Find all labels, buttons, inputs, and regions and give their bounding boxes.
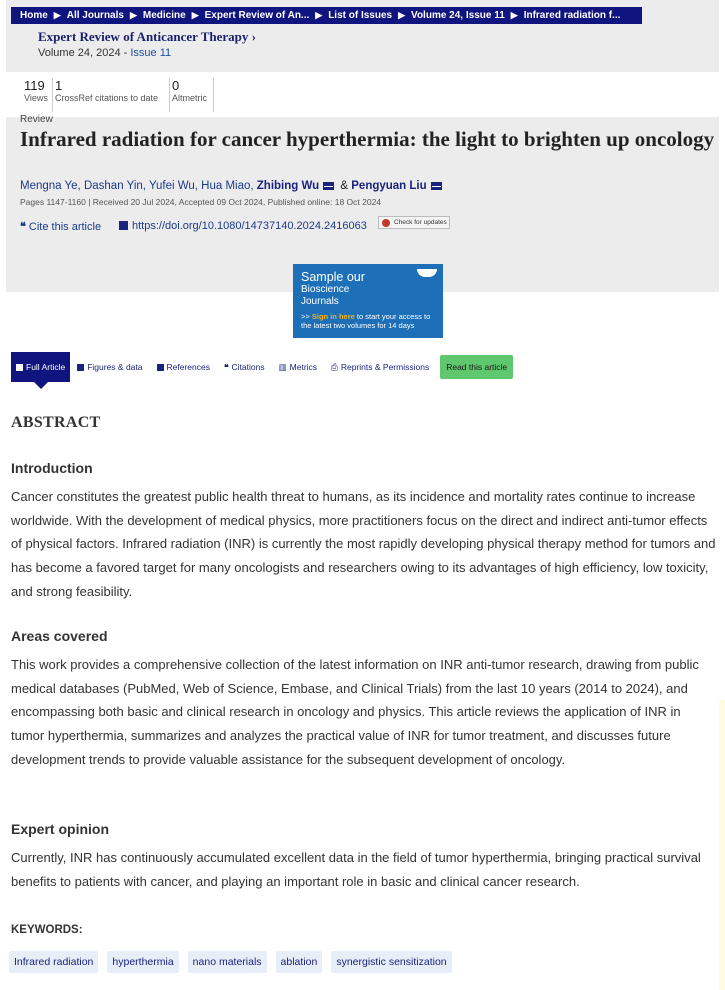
check-for-updates-button[interactable]: Check for updates: [378, 216, 450, 229]
section-heading-introduction: Introduction: [11, 460, 93, 476]
bar-chart-icon: ▥: [278, 361, 287, 372]
metric-altmetric[interactable]: 0 Altmetric: [172, 78, 208, 103]
breadcrumb-arrow-icon: ▶: [510, 10, 518, 20]
quote-icon: ❝: [223, 361, 229, 372]
tab-full-article[interactable]: Full Article: [11, 352, 70, 382]
keywords-heading: KEYWORDS:: [11, 924, 83, 936]
cite-article-link[interactable]: ❝ Cite this article: [20, 221, 102, 233]
breadcrumb-arrow-icon: ▶: [53, 10, 61, 20]
ad-line1: Sample our: [301, 270, 365, 284]
journal-volume: Volume 24, 2024 - Issue 11: [38, 47, 172, 59]
doi-link[interactable]: https://doi.org/10.1080/14737140.2024.2416063: [119, 220, 367, 232]
mail-icon[interactable]: [431, 182, 442, 190]
ampersand: &: [340, 180, 349, 192]
mail-icon[interactable]: [323, 182, 334, 190]
keyword-tag[interactable]: ablation: [276, 951, 323, 973]
ad-cta: >> Sign in here to start your access to the latest two volumes for 14 days: [301, 312, 431, 330]
breadcrumb-arrow-icon: ▶: [315, 10, 323, 20]
breadcrumb: [11, 7, 642, 24]
chevron-right-icon: ›: [251, 29, 256, 44]
section-heading-areas-covered: Areas covered: [11, 628, 108, 644]
issue-link[interactable]: Issue 11: [130, 47, 172, 59]
corresponding-author-2[interactable]: Pengyuan Liu: [351, 180, 427, 192]
section-text-introduction: Cancer constitutes the greatest public health threat to humans, as its incidence and mortality rates continue to increase worldwide. With the development of medical physics, more practitioners focus on the direct and indirect anti-tumor effects of physical factors. Infrared radiation (INR) is currently the most rapidly developing physical therapy method for tumors and has become a favored target for many oncologists and researchers owing to its advantages of high efficiency, low toxicity, and strong feasibility.: [11, 489, 716, 599]
author-list: [20, 180, 445, 192]
section-text-areas-covered: This work provides a comprehensive collection of the latest information on INR anti-tumor research, drawing from public medical databases (PubMed, Web of Science, Embase, and Clinical Trials) from the last 10 years (2014 to 2024), and encompassing both basic and clinical research in oncology and physics. This article reviews the application of INR in tumor hyperthermia, summarizes and analyzes the practical value of INR for tumor treatment, and discusses future development trends to provide valuable assistance for the subsequent development of oncology.: [11, 657, 699, 767]
breadcrumb-arrow-icon: ▶: [191, 10, 199, 20]
divider: [213, 78, 214, 112]
bioscience-journals-ad[interactable]: [293, 264, 443, 338]
print-icon: ⎙: [331, 361, 338, 372]
author-links[interactable]: Mengna Ye, Dashan Yin, Yufei Wu, Hua Miao,: [20, 180, 254, 192]
sign-in-link[interactable]: Sign in here: [311, 312, 355, 321]
article-tabs: [11, 352, 513, 382]
document-icon: [16, 364, 23, 371]
breadcrumb-home[interactable]: Home: [20, 10, 48, 21]
ad-line3: Journals: [301, 296, 339, 307]
active-tab-indicator: [34, 382, 48, 389]
divider: [169, 78, 170, 112]
abstract-heading: ABSTRACT: [11, 414, 101, 431]
article-title: Infrared radiation for cancer hyperthermia: the light to brighten up oncology: [20, 127, 715, 151]
keyword-list: [9, 951, 452, 973]
breadcrumb-all-journals[interactable]: All Journals: [66, 10, 124, 21]
keyword-tag[interactable]: synergistic sensitization: [331, 951, 451, 973]
breadcrumb-issues[interactable]: List of Issues: [328, 10, 393, 21]
breadcrumb-volume[interactable]: Volume 24, Issue 11: [411, 10, 505, 21]
breadcrumb-arrow-icon: ▶: [129, 10, 137, 20]
quote-icon: ❝: [20, 221, 26, 233]
keyword-tag[interactable]: Infrared radiation: [9, 951, 98, 973]
breadcrumb-medicine[interactable]: Medicine: [142, 10, 186, 21]
breadcrumb-arrow-icon: ▶: [398, 10, 406, 20]
section-text-expert-opinion: Currently, INR has continuously accumulated excellent data in the field of tumor hyperthermia, bringing practical survival benefits to patients with cancer, and playing an important role in basic and clinical cancer research.: [11, 850, 701, 889]
article-type: Review: [20, 114, 53, 125]
tab-references[interactable]: References: [150, 354, 217, 380]
ad-line2: Bioscience: [301, 284, 350, 295]
external-link-icon: [119, 221, 128, 230]
divider: [52, 78, 53, 112]
metric-crossref[interactable]: 1 CrossRef citations to date: [55, 78, 159, 103]
breadcrumb-current: Infrared radiation f...: [523, 10, 621, 21]
tab-metrics[interactable]: ▥ Metrics: [278, 361, 318, 372]
publication-dates: Pages 1147-1160 | Received 20 Jul 2024, Accepted 09 Oct 2024, Published online: 18 Oct 2024: [20, 197, 382, 207]
tab-figures-data[interactable]: Figures & data: [70, 354, 149, 380]
corresponding-author-1[interactable]: Zhibing Wu: [256, 180, 320, 192]
tab-reprints-permissions[interactable]: ⎙ Reprints & Permissions: [331, 361, 430, 372]
crossmark-icon: [382, 219, 390, 227]
book-icon: [157, 364, 164, 371]
metrics-bar: [6, 72, 719, 117]
image-icon: [77, 364, 84, 371]
keyword-tag[interactable]: nano materials: [188, 951, 267, 973]
page-edge: [719, 700, 725, 990]
metric-views: 119 Views: [24, 78, 48, 103]
read-this-article-button[interactable]: Read this article: [440, 355, 513, 379]
section-heading-expert-opinion: Expert opinion: [11, 821, 109, 837]
keyword-tag[interactable]: hyperthermia: [107, 951, 178, 973]
breadcrumb-journal[interactable]: Expert Review of An...: [204, 10, 310, 21]
journal-title-link[interactable]: Expert Review of Anticancer Therapy ›: [38, 29, 256, 44]
tab-citations[interactable]: ❝ Citations: [223, 361, 265, 372]
